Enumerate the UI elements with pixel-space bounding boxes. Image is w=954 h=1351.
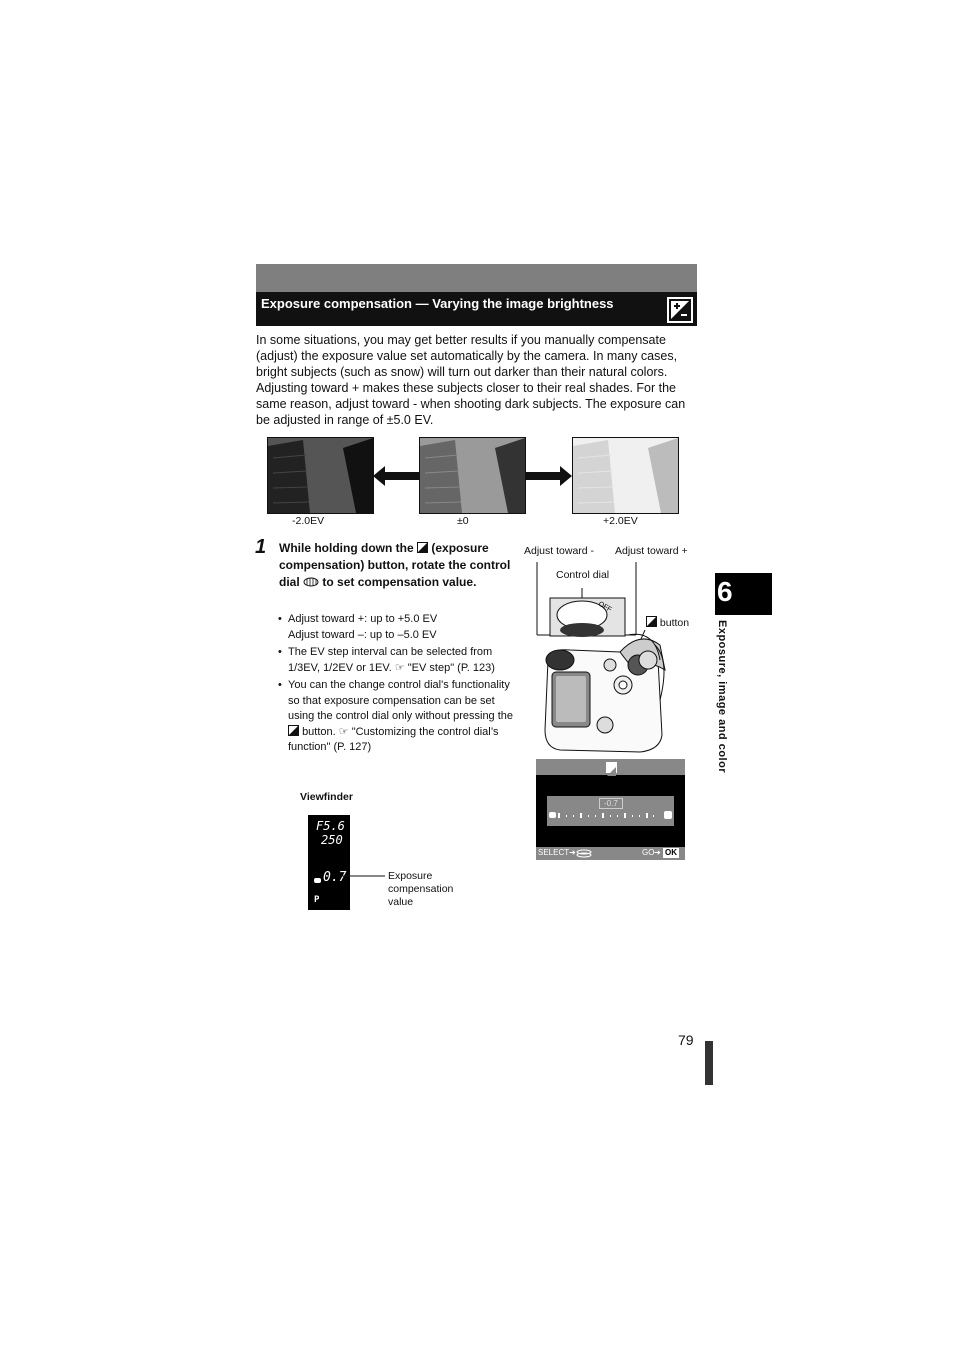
reference-hand-icon: ☞ [338,725,349,738]
photo-dark [267,437,374,514]
photo-caption-minus: -2.0EV [292,515,325,527]
exposure-compensation-icon [667,297,693,323]
list-item: • You can the change control dial's functionality so that exposure compensation can be set using the control dial only without pressing the button. ☞ "Customizing the control dial’s function" (P. 127) [278,678,514,756]
control-dial-icon [303,577,319,587]
minus-icon [549,812,556,818]
viewfinder-mode: P [314,895,320,905]
photo-normal [419,437,526,514]
viewfinder-callout: Exposure compensation value [388,870,454,908]
photo-caption-plus: +2.0EV [603,515,638,527]
arrow-right-icon: ➜ [654,848,661,857]
viewfinder-label: Viewfinder [300,791,353,803]
plus-icon [664,811,672,819]
chapter-number: 6 [717,576,733,607]
camera-illustration [530,560,700,755]
adjust-plus-label: Adjust toward + [615,545,688,557]
arrow-right-icon [526,466,572,486]
section-title: Exposure compensation — Varying the image brightness [261,296,614,311]
photo-bright [572,437,679,514]
lcd-select-label: SELECT [538,848,570,857]
photo-caption-zero: ±0 [457,515,469,527]
lcd-go-label: GO [642,848,655,857]
intro-paragraph: In some situations, you may get better results if you manually compensate (adjust) the exposure value set automatically by the camera. In many cases, bright subjects (such as snow) will turn out darker than their natural colors. Adjusting toward + makes these subjects closer to their real shades. For the same reason, adjust toward - when shooting dark subjects. The exposure can be adjusted in range of ±5.0 EV. [256,333,686,427]
reference-hand-icon: ☞ [394,661,405,674]
viewfinder-aperture: F5.6 [316,819,345,833]
callout-line [340,872,385,880]
arrow-left-icon [373,466,419,486]
step-instruction: While holding down the (exposure compensation) button, rotate the control dial to set compensation value. [279,541,511,589]
viewfinder-display [308,815,350,910]
list-item: • Adjust toward +: up to +5.0 EV Adjust toward –: up to –5.0 EV [278,612,514,643]
viewfinder-shutter: 250 [321,833,343,847]
exposure-compensation-icon [606,762,617,773]
control-dial-label: Control dial [556,569,610,581]
lcd-screen [536,759,685,860]
list-item: • The EV step interval can be selected from 1/3EV, 1/2EV or 1EV. ☞ "EV step" (P. 123) [278,645,514,676]
control-dial-icon [576,849,592,858]
step-number: 1 [255,536,267,558]
adjust-minus-label: Adjust toward - [524,545,595,557]
chapter-label: Exposure, image and color [716,620,728,774]
ev-button-label: button [646,616,689,629]
page-bar [705,1041,713,1085]
page-number: 79 [678,1032,694,1048]
viewfinder-ev-value: 0.7 [323,870,347,885]
exposure-compensation-icon [417,542,428,553]
bullet-list [278,612,514,758]
ev-scale-value: -0.7 [599,798,623,809]
arrow-right-icon: ➜ [569,848,576,857]
dial-mark-label: OFF [597,600,613,614]
chapter-tab [715,573,772,615]
exposure-compensation-icon [288,725,299,736]
minus-icon [314,878,321,883]
ev-scale-ticks [557,811,661,821]
ok-button: OK [665,848,677,857]
